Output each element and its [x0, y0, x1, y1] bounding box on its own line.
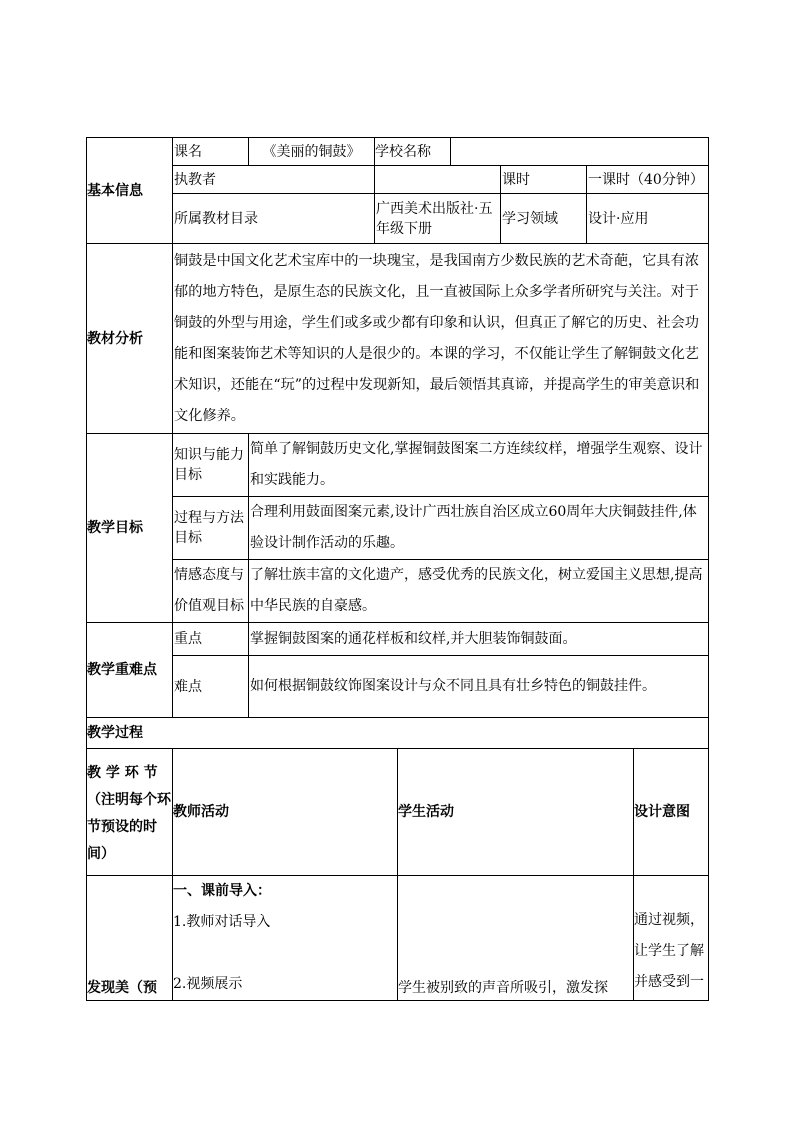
lesson-plan-sheet — [86, 137, 708, 1001]
row1-teacher-spacer — [173, 938, 397, 969]
row1-stage: 发现美（预 — [87, 876, 173, 1001]
course-name-label: 课名 — [173, 138, 249, 166]
analysis-text: 铜鼓是中国文化艺术宝库中的一块瑰宝，是我国南方少数民族的艺术奇葩，它具有浓郁的地方特色，是原生态的民族文化，且一直被国际上众多学者所研究与关注。对于铜鼓的外型与用途，学生们或多或少都有印象和认识，但真正了解它的历史、社会功能和图案装饰艺术等知识的人是很少的。本课的学习，不仅能让学生了解铜鼓文化艺术知识，还能在“玩”的过程中发现新知，最后领悟其真谛，并提高学生的审美意识和文化修养。 — [173, 244, 709, 434]
teacher-label: 执教者 — [173, 166, 375, 194]
row1-teacher-item1: 1.教师对话导入 — [173, 914, 271, 930]
process-table — [86, 748, 709, 1001]
header-stage: 教 学 环 节（注明每个环节预设的时间） — [87, 749, 173, 876]
goal-name-knowledge: 知识与能力目标 — [173, 434, 249, 497]
row1-student: 学生被别致的声音所吸引，激发探 — [398, 876, 634, 1001]
difficulty-text: 如何根据铜鼓纹饰图案设计与众不同且具有壮乡特色的铜鼓挂件。 — [249, 656, 709, 718]
textbook-value: 广西美术出版社·五年级下册 — [375, 194, 501, 244]
goal-text-knowledge: 简单了解铜鼓历史文化,掌握铜鼓图案二方连续纹样，增强学生观察、设计和实践能力。 — [249, 434, 709, 497]
school-name-value — [451, 138, 709, 166]
domain-value: 设计·应用 — [587, 194, 709, 244]
row1-intent-line2: 让学生了解 — [634, 943, 704, 959]
key-points-label: 教学重难点 — [87, 623, 173, 718]
goal-text-process: 合理利用鼓面图案元素,设计广西壮族自治区成立60周年大庆铜鼓挂件,体验设计制作活动的乐趣。 — [249, 497, 709, 560]
goal-name-process: 过程与方法目标 — [173, 497, 249, 560]
basic-info-label: 基本信息 — [87, 138, 173, 244]
row1-teacher-item2: 2.视频展示 — [173, 976, 243, 992]
period-label: 课时 — [501, 166, 587, 194]
row1-teacher-heading: 一、课前导入： — [173, 883, 271, 899]
row1-intent-cell — [634, 876, 709, 1001]
header-student: 学生活动 — [398, 749, 634, 876]
process-title: 教学过程 — [87, 718, 709, 749]
focus-label: 重点 — [173, 623, 249, 656]
goal-text-emotion: 了解壮族丰富的文化遗产，感受优秀的民族文化，树立爱国主义思想,提高中华民族的自豪感。 — [249, 560, 709, 623]
period-value: 一课时（40分钟） — [587, 166, 709, 194]
header-teacher: 教师活动 — [173, 749, 398, 876]
course-name-value: 《美丽的铜鼓》 — [249, 138, 375, 166]
row1-teacher-cell — [173, 876, 398, 1001]
textbook-label: 所属教材目录 — [173, 194, 375, 244]
header-intent: 设计意图 — [634, 749, 709, 876]
domain-label: 学习领域 — [501, 194, 587, 244]
difficulty-label: 难点 — [173, 656, 249, 718]
row1-intent-line3: 并感受到一 — [634, 974, 704, 990]
focus-text: 掌握铜鼓图案的通花样板和纹样,并大胆装饰铜鼓面。 — [249, 623, 709, 656]
row1-intent-line1: 通过视频， — [634, 912, 704, 928]
school-name-label: 学校名称 — [375, 138, 451, 166]
goals-label: 教学目标 — [87, 434, 173, 623]
info-table — [86, 137, 709, 749]
teacher-value — [375, 166, 501, 194]
goal-name-emotion: 情感态度与价值观目标 — [173, 560, 249, 623]
analysis-label: 教材分析 — [87, 244, 173, 434]
